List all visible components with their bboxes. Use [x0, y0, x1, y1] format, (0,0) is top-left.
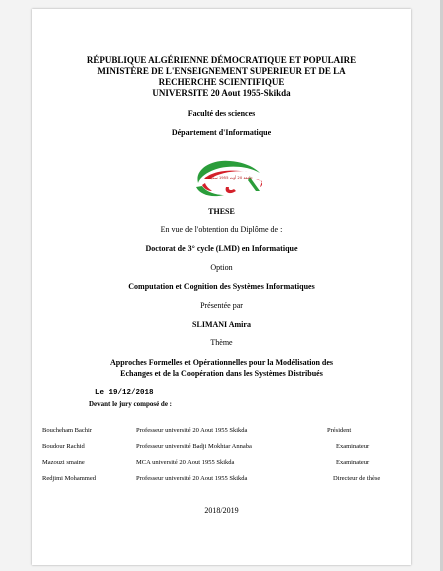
jury-member-position: Professeur université Badji Mokhtar Annaba — [136, 443, 252, 450]
presented-by-label: Présentée par — [200, 301, 243, 310]
jury-member-name: Mazouzi smaine — [42, 459, 85, 466]
defense-date: Le 19/12/2018 — [95, 389, 154, 397]
theme-label: Thème — [210, 338, 233, 347]
jury-member-position: MCA université 20 Aout 1955 Skikda — [136, 459, 235, 466]
jury-member-role: Directeur de thèse — [333, 475, 381, 482]
jury-member-name: Boucheham Bachir — [42, 427, 92, 434]
department-name: Département d'Informatique — [171, 128, 272, 137]
option-value: Computation et Cognition des Systèmes Informatiques — [128, 282, 315, 291]
jury-member-name: Boudour Rachid — [42, 443, 85, 450]
jury-member-position: Professeur université 20 Aout 1955 Skikda — [136, 427, 248, 434]
jury-member-name: Redjimi Mohammed — [42, 475, 96, 482]
purpose-text: En vue de l'obtention du Diplôme de : — [160, 225, 283, 234]
jury-member-role: Examinateur — [336, 459, 370, 466]
header-republic: RÉPUBLIQUE ALGÉRIENNE DÉMOCRATIQUE ET POPULAIRE — [86, 55, 357, 65]
header-ministry: MINISTÈRE DE L'ENSEIGNEMENT SUPERIEUR ET DE LA — [97, 66, 346, 76]
header-research: RECHERCHE SCIENTIFIQUE — [158, 77, 285, 87]
jury-list — [32, 9, 411, 565]
header-university: UNIVERSITE 20 Aout 1955-Skikda — [152, 88, 291, 98]
logo-arabic-text: جامعة 20 أوت 1955 سكيكدة — [205, 175, 253, 180]
thesis-title-line2: Echanges et de la Coopération dans les Systèmes Distribués — [120, 369, 323, 378]
option-label: Option — [210, 263, 233, 272]
academic-year: 2018/2019 — [204, 506, 239, 515]
thesis-title-line1: Approches Formelles et Opérationnelles pour la Modélisation des — [109, 358, 334, 367]
jury-member-role: Examinateur — [336, 443, 370, 450]
thesis-cover-page — [32, 9, 411, 565]
degree-title: Doctorat de 3° cycle (LMD) en Informatique — [145, 244, 298, 253]
jury-member-position: Professeur université 20 Aout 1955 Skikda — [136, 475, 248, 482]
document-type: THESE — [208, 207, 235, 216]
author-name: SLIMANI Amira — [192, 320, 251, 329]
faculty-name: Faculté des sciences — [187, 109, 256, 118]
jury-member-role: Président — [327, 427, 352, 434]
jury-heading: Devant le jury composé de : — [89, 400, 173, 408]
